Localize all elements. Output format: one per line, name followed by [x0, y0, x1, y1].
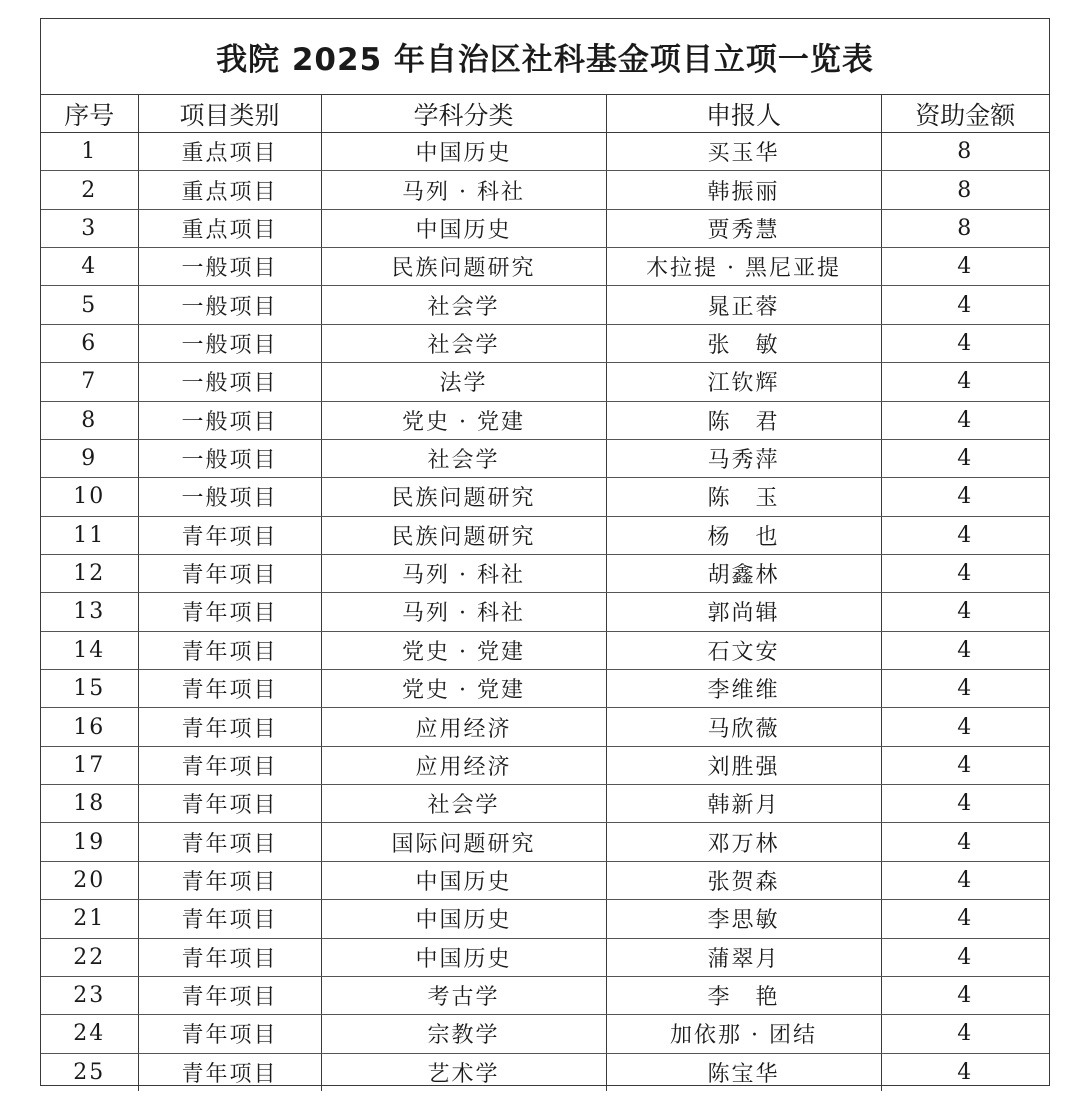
subject-cell: 考古学 — [321, 976, 606, 1014]
project-type-cell: 青年项目 — [138, 823, 321, 861]
subject-cell: 民族问题研究 — [321, 248, 606, 286]
funding-cell: 4 — [881, 746, 1049, 784]
table-row — [41, 209, 1049, 247]
subject-cell: 社会学 — [321, 439, 606, 477]
applicant-cell: 陈宝华 — [606, 1053, 881, 1091]
serial-cell: 6 — [41, 324, 138, 362]
header-project-type: 项目类别 — [138, 95, 321, 133]
table-title: 我院 2025 年自治区社科基金项目立项一览表 — [41, 19, 1049, 95]
funding-cell: 4 — [881, 363, 1049, 401]
serial-cell: 19 — [41, 823, 138, 861]
applicant-cell: 杨 也 — [606, 516, 881, 554]
subject-cell: 应用经济 — [321, 708, 606, 746]
funding-cell: 4 — [881, 401, 1049, 439]
applicant-cell: 邓万林 — [606, 823, 881, 861]
subject-cell: 中国历史 — [321, 938, 606, 976]
funding-cell: 4 — [881, 286, 1049, 324]
serial-cell: 12 — [41, 554, 138, 592]
project-type-cell: 青年项目 — [138, 593, 321, 631]
applicant-cell: 马秀萍 — [606, 439, 881, 477]
serial-cell: 9 — [41, 439, 138, 477]
applicant-cell: 买玉华 — [606, 133, 881, 171]
funding-cell: 4 — [881, 1015, 1049, 1053]
applicant-cell: 蒲翠月 — [606, 938, 881, 976]
applicant-cell: 李维维 — [606, 670, 881, 708]
project-type-cell: 青年项目 — [138, 554, 321, 592]
table-row — [41, 823, 1049, 861]
serial-cell: 8 — [41, 401, 138, 439]
project-type-cell: 青年项目 — [138, 746, 321, 784]
project-type-cell: 青年项目 — [138, 708, 321, 746]
table-row — [41, 439, 1049, 477]
subject-cell: 应用经济 — [321, 746, 606, 784]
table-row — [41, 286, 1049, 324]
subject-cell: 中国历史 — [321, 209, 606, 247]
serial-cell: 5 — [41, 286, 138, 324]
subject-cell: 艺术学 — [321, 1053, 606, 1091]
project-type-cell: 青年项目 — [138, 861, 321, 899]
subject-cell: 社会学 — [321, 286, 606, 324]
project-type-cell: 一般项目 — [138, 478, 321, 516]
subject-cell: 民族问题研究 — [321, 516, 606, 554]
project-type-cell: 青年项目 — [138, 976, 321, 1014]
table-row — [41, 670, 1049, 708]
project-type-cell: 青年项目 — [138, 631, 321, 669]
subject-cell: 法学 — [321, 363, 606, 401]
serial-cell: 22 — [41, 938, 138, 976]
project-type-cell: 青年项目 — [138, 938, 321, 976]
funding-cell: 4 — [881, 324, 1049, 362]
table-row — [41, 900, 1049, 938]
table-row — [41, 1053, 1049, 1091]
applicant-cell: 郭尚辑 — [606, 593, 881, 631]
funding-cell: 4 — [957, 1059, 974, 1085]
subject-cell: 宗教学 — [321, 1015, 606, 1053]
serial-cell: 10 — [41, 478, 138, 516]
funding-cell: 4 — [881, 516, 1049, 554]
table-row — [41, 593, 1049, 631]
header-applicant: 申报人 — [606, 95, 881, 133]
serial-cell: 1 — [41, 133, 138, 171]
project-type-cell: 一般项目 — [138, 248, 321, 286]
project-type-cell: 一般项目 — [138, 439, 321, 477]
applicant-cell: 贾秀慧 — [606, 209, 881, 247]
table-row — [41, 631, 1049, 669]
funding-cell: 4 — [881, 478, 1049, 516]
funding-cell: 4 — [881, 593, 1049, 631]
project-list-table — [40, 18, 1050, 1086]
serial-cell: 18 — [41, 785, 138, 823]
applicant-cell: 江钦辉 — [606, 363, 881, 401]
applicant-cell: 胡鑫林 — [606, 554, 881, 592]
funding-cell: 4 — [881, 631, 1049, 669]
applicant-cell: 刘胜强 — [606, 746, 881, 784]
table-row — [41, 401, 1049, 439]
subject-cell: 中国历史 — [321, 861, 606, 899]
serial-cell: 20 — [41, 861, 138, 899]
table-row — [41, 516, 1049, 554]
serial-cell: 14 — [41, 631, 138, 669]
applicant-cell: 李 艳 — [606, 976, 881, 1014]
project-type-cell: 青年项目 — [138, 1015, 321, 1053]
header-serial: 序号 — [41, 95, 138, 133]
applicant-cell: 陈 君 — [606, 401, 881, 439]
subject-cell: 民族问题研究 — [321, 478, 606, 516]
serial-cell: 15 — [41, 670, 138, 708]
funding-cell: 8 — [881, 171, 1049, 209]
funding-cell: 4 — [881, 670, 1049, 708]
serial-cell: 23 — [41, 976, 138, 1014]
subject-cell: 党史 · 党建 — [321, 631, 606, 669]
project-type-cell: 重点项目 — [138, 133, 321, 171]
project-type-cell: 一般项目 — [138, 286, 321, 324]
table-row — [41, 554, 1049, 592]
table-row — [41, 1015, 1049, 1053]
table-row — [41, 363, 1049, 401]
subject-cell: 中国历史 — [321, 900, 606, 938]
subject-cell: 党史 · 党建 — [321, 670, 606, 708]
applicant-cell: 马欣薇 — [606, 708, 881, 746]
project-type-cell: 一般项目 — [138, 401, 321, 439]
serial-cell: 24 — [41, 1015, 138, 1053]
project-type-cell: 一般项目 — [138, 324, 321, 362]
applicant-cell: 石文安 — [606, 631, 881, 669]
table-row — [41, 133, 1049, 171]
table-row — [41, 478, 1049, 516]
funding-cell: 4 — [881, 861, 1049, 899]
applicant-cell: 加依那 · 团结 — [606, 1015, 881, 1053]
serial-cell: 16 — [41, 708, 138, 746]
table-row — [41, 746, 1049, 784]
header-funding: 资助金额 — [881, 95, 1049, 133]
subject-cell: 中国历史 — [321, 133, 606, 171]
table-row — [41, 248, 1049, 286]
funding-cell: 4 — [881, 248, 1049, 286]
subject-cell: 马列 · 科社 — [321, 593, 606, 631]
funding-cell: 4 — [881, 976, 1049, 1014]
applicant-cell: 韩新月 — [606, 785, 881, 823]
serial-cell: 4 — [41, 248, 138, 286]
data-table — [41, 95, 1049, 1091]
applicant-cell: 张 敏 — [606, 324, 881, 362]
project-type-cell: 青年项目 — [138, 785, 321, 823]
applicant-cell: 张贺森 — [606, 861, 881, 899]
project-type-cell: 青年项目 — [138, 670, 321, 708]
applicant-cell: 陈 玉 — [606, 478, 881, 516]
applicant-cell: 李思敏 — [606, 900, 881, 938]
header-subject: 学科分类 — [321, 95, 606, 133]
table-row — [41, 938, 1049, 976]
serial-cell: 13 — [41, 593, 138, 631]
table-row — [41, 785, 1049, 823]
project-type-cell: 青年项目 — [138, 900, 321, 938]
subject-cell: 马列 · 科社 — [321, 171, 606, 209]
header-row — [41, 95, 1049, 133]
funding-cell: 4 — [881, 900, 1049, 938]
table-row — [41, 171, 1049, 209]
applicant-cell: 晁正蓉 — [606, 286, 881, 324]
funding-cell: 4 — [881, 823, 1049, 861]
serial-cell: 2 — [41, 171, 138, 209]
project-type-cell: 青年项目 — [138, 516, 321, 554]
serial-cell: 11 — [41, 516, 138, 554]
funding-cell: 4 — [881, 554, 1049, 592]
funding-cell: 4 — [881, 938, 1049, 976]
funding-cell: 4 — [881, 439, 1049, 477]
project-type-cell: 一般项目 — [138, 363, 321, 401]
funding-cell: 8 — [881, 209, 1049, 247]
serial-cell: 7 — [41, 363, 138, 401]
subject-cell: 国际问题研究 — [321, 823, 606, 861]
table-row — [41, 861, 1049, 899]
funding-cell: 4 — [881, 708, 1049, 746]
subject-cell: 社会学 — [321, 785, 606, 823]
serial-cell: 25 — [41, 1053, 138, 1091]
table-row — [41, 324, 1049, 362]
table-row — [41, 976, 1049, 1014]
applicant-cell: 木拉提 · 黑尼亚提 — [606, 248, 881, 286]
funding-cell: 4 — [881, 785, 1049, 823]
subject-cell: 社会学 — [321, 324, 606, 362]
subject-cell: 党史 · 党建 — [321, 401, 606, 439]
table-body — [41, 133, 1049, 1091]
applicant-cell: 韩振丽 — [606, 171, 881, 209]
project-type-cell: 重点项目 — [138, 171, 321, 209]
funding-cell: 8 — [881, 133, 1049, 171]
serial-cell: 21 — [41, 900, 138, 938]
table-row — [41, 708, 1049, 746]
serial-cell: 3 — [41, 209, 138, 247]
subject-cell: 马列 · 科社 — [321, 554, 606, 592]
serial-cell: 17 — [41, 746, 138, 784]
project-type-cell: 青年项目 — [138, 1053, 321, 1091]
project-type-cell: 重点项目 — [138, 209, 321, 247]
